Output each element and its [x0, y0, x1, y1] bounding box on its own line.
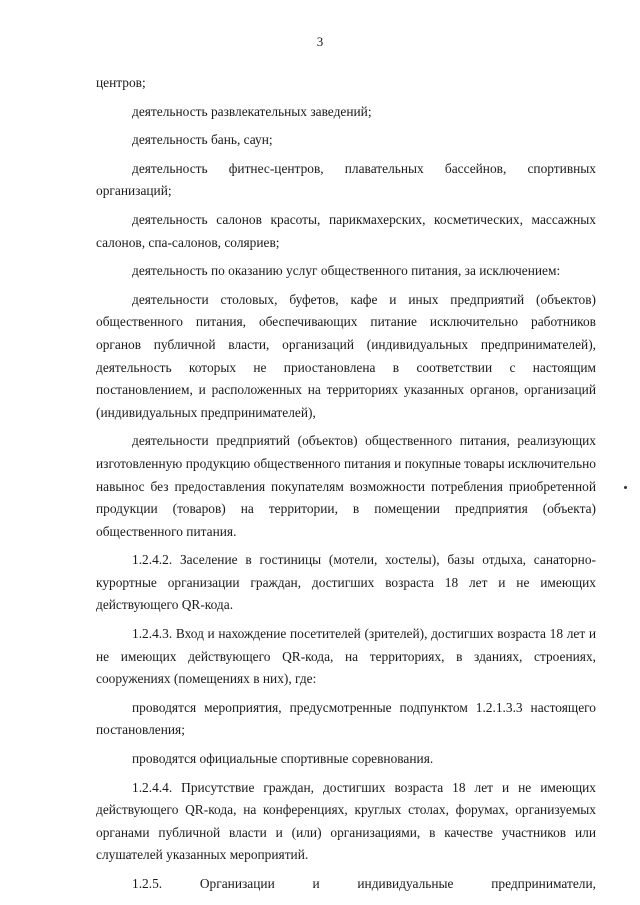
paragraph: деятельность салонов красоты, парикмахерских, косметических, массажных салонов, спа-салонов, соляриев; [96, 211, 596, 250]
paragraph: деятельность бань, саун; [132, 132, 273, 148]
paragraph: центров; [96, 75, 146, 90]
scan-speck [624, 486, 627, 489]
page-number: 3 [316, 34, 324, 49]
paragraph: 1.2.4.3. Вход и нахождение посетителей (зрителей), достигших возраста 18 лет и не имеющих действующего QR-кода, на территориях, в зданиях, строениях, сооружениях (помещениях в них), где: [96, 626, 596, 687]
paragraph: деятельность фитнес-центров, плавательных бассейнов, спортивных организаций; [96, 160, 596, 199]
paragraph: деятельности столовых, буфетов, кафе и иных предприятий (объектов) общественного питания, обеспечивающих питание исключительно работников органов публичной власти, организаций (индивидуальных предпринимателей), деятельность которых не приостановлена в соответствии с настоящим постановлением, и расположенных на территориях указанных органов, организаций (индивидуальных предпринимателей), [96, 291, 596, 420]
paragraph: 1.2.4.2. Заселение в гостиницы (мотели, хостелы), базы отдыха, санаторно-курортные организации граждан, достигших возраста 18 лет и не имеющих действующего QR-кода. [96, 552, 596, 613]
paragraph: 1.2.5. Организации и индивидуальные предприниматели, [132, 876, 596, 891]
paragraph: деятельность развлекательных заведений; [132, 103, 372, 119]
document-body [96, 72, 596, 902]
paragraph: 1.2.4.4. Присутствие граждан, достигших возраста 18 лет и не имеющих действующего QR-кода, на конференциях, круглых столах, форумах, организуемых органами публичной власти и (или) организациями, в качестве участников или слушателей указанных мероприятий. [96, 779, 596, 863]
paragraph: деятельность по оказанию услуг общественного питания, за исключением: [132, 263, 561, 279]
paragraph: проводятся мероприятия, предусмотренные подпунктом 1.2.1.3.3 настоящего постановления; [96, 699, 596, 738]
paragraph: деятельности предприятий (объектов) общественного питания, реализующих изготовленную продукцию общественного питания и покупные товары исключительно навынос без предоставления покупателям возможности потребления приобретенной продукции (товаров) на территории, в помещении предприятия (объекта) общественного питания. [96, 433, 596, 539]
paragraph: проводятся официальные спортивные соревнования. [132, 751, 434, 767]
